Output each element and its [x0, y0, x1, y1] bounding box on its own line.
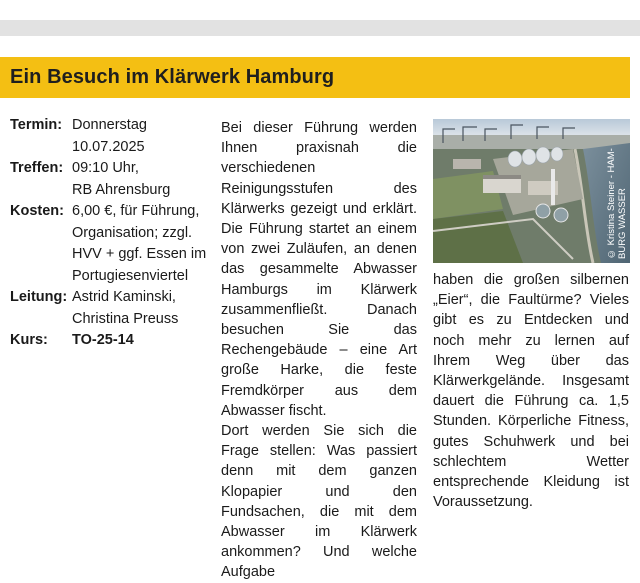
- info-label: Leitung:: [10, 289, 68, 305]
- info-value: Donnerstag: [72, 117, 147, 133]
- info-value: Organisation; zzgl.: [72, 224, 193, 241]
- info-value: Christina Preuss: [72, 310, 179, 327]
- info-row-kosten: [10, 201, 210, 287]
- event-info: [10, 115, 210, 352]
- info-value: 10.07.2025: [72, 138, 145, 155]
- page-title: Ein Besuch im Klärwerk Hamburg: [10, 66, 335, 88]
- info-label: Treffen:: [10, 160, 64, 176]
- info-value: 6,00 €, für Führung,: [72, 203, 200, 219]
- info-label: Kurs:: [10, 332, 48, 348]
- info-row-treffen: [10, 158, 210, 201]
- info-label: Kosten:: [10, 203, 64, 219]
- course-code: TO-25-14: [72, 332, 134, 348]
- top-gray-bar: [0, 20, 640, 36]
- paragraph: Dort werden Sie sich die Frage stellen: Was passiert denn mit dem ganzen Klopapier und den Fundsachen, die mit dem Abwasser im Klärwerk ankommen? Und welche Aufgabe: [221, 423, 417, 581]
- paragraph: Bei dieser Führung werden Ihnen praxisnah die verschiedenen Reinigungsstufen des Klärwerks gezeigt und erklärt. Die Führung startet an einem von zwei Zuläufen, an denen das gesammelte Abwasser Hamburgs im Klärwerk zusammenfließt. Danach besuchen Sie das Rechengebäude – eine Art große Harke, die feste Fremdkörper aus dem Abwasser fischt.: [221, 120, 417, 419]
- info-row-leitung: [10, 287, 210, 330]
- paragraph: haben die großen silbernen „Eier“, die Faultürme? Vieles gibt es zu Entdecken und noch mehr zu lernen auf Ihrem Weg über das Klärwerkgelände. Insgesamt dauert die Führung ca. 1,5 Stunden. Körperliche Fitness, gutes Schuhwerk und bei schlechtem Wetter entsprechende Kleidung ist Voraussetzung.: [433, 272, 629, 511]
- photo-credit: © Kristina Steiner - HAM- BURG WASSER: [606, 148, 628, 259]
- plant-photo: [433, 119, 630, 263]
- title-banner: [0, 57, 630, 98]
- aerial-harbor-image: [433, 119, 630, 263]
- info-value: RB Ahrensburg: [72, 181, 171, 198]
- info-row-termin: [10, 115, 210, 158]
- info-label: Termin:: [10, 117, 63, 133]
- article-column-1: [221, 118, 417, 583]
- info-value: Portugiesenviertel: [72, 267, 189, 284]
- article-column-2: [433, 270, 629, 512]
- info-row-kurs: [10, 330, 210, 352]
- info-value: 09:10 Uhr,: [72, 160, 139, 176]
- info-value: HVV + ggf. Essen im: [72, 246, 207, 262]
- info-value: Astrid Kaminski,: [72, 289, 176, 305]
